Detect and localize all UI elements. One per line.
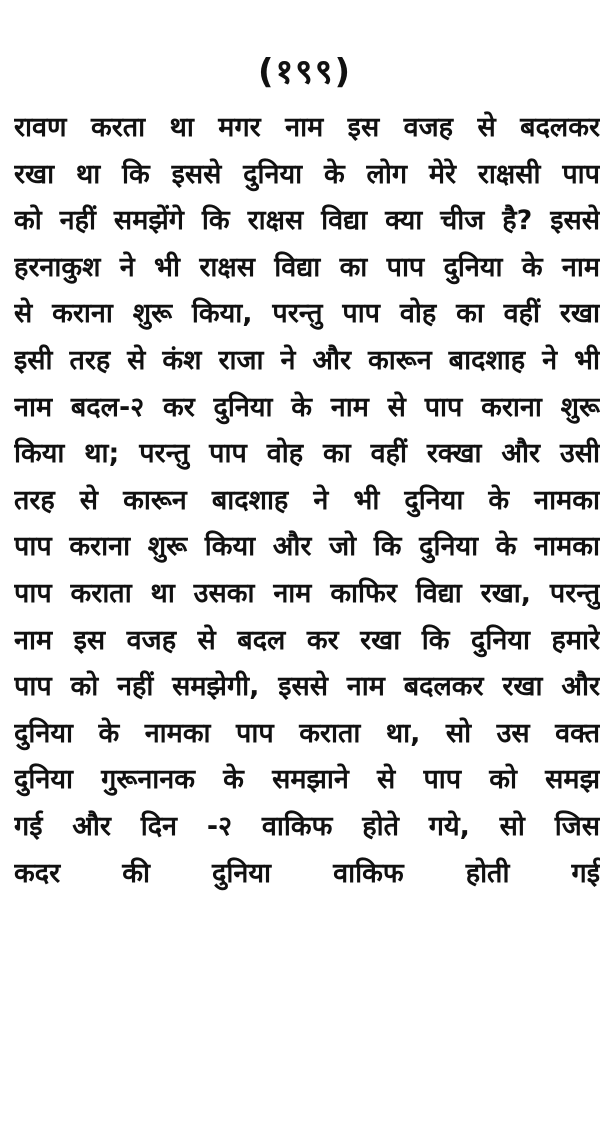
text-line: तरह से कारून बादशाह ने भी दुनिया के नामका xyxy=(14,484,600,516)
text-line: दुनिया के नामका पाप कराता था, सो उस वक्त xyxy=(14,717,600,749)
text-line: किया था; परन्तु पाप वोह का वहीं रक्खा और उसी xyxy=(14,438,600,470)
text-line: से कराना शुरू किया, परन्तु पाप वोह का वहीं रखा xyxy=(14,298,600,330)
body-text xyxy=(14,105,600,897)
text-line: पाप कराना शुरू किया और जो कि दुनिया के नामका xyxy=(14,531,600,563)
text-line: गई और दिन -२ वाकिफ होते गये, सो जिस xyxy=(14,810,600,842)
text-line: हरनाकुश ने भी राक्षस विद्या का पाप दुनिया के नाम xyxy=(14,251,600,283)
text-line: को नहीं समझेंगे कि राक्षस विद्या क्या चीज है? इससे xyxy=(14,205,600,237)
text-line: रावण करता था मगर नाम इस वजह से बदलकर xyxy=(14,112,600,143)
text-line: दुनिया गुरूनानक के समझाने से पाप को समझ xyxy=(14,764,600,796)
page-number: (१९९) xyxy=(257,52,353,92)
text-line: इसी तरह से कंश राजा ने और कारून बादशाह ने भी xyxy=(14,344,600,376)
text-line: पाप कराता था उसका नाम काफिर विद्या रखा, परन्तु xyxy=(14,577,600,609)
text-line: पाप को नहीं समझेगी, इससे नाम बदलकर रखा और xyxy=(14,671,600,703)
text-line: नाम इस वजह से बदल कर रखा कि दुनिया हमारे xyxy=(14,624,600,656)
text-line: नाम बदल-२ कर दुनिया के नाम से पाप कराना शुरू xyxy=(14,391,600,423)
text-line: कदर की दुनिया वाकिफ होती गई xyxy=(14,857,600,889)
text-line: रखा था कि इससे दुनिया के लोग मेरे राक्षसी पाप xyxy=(14,158,600,190)
